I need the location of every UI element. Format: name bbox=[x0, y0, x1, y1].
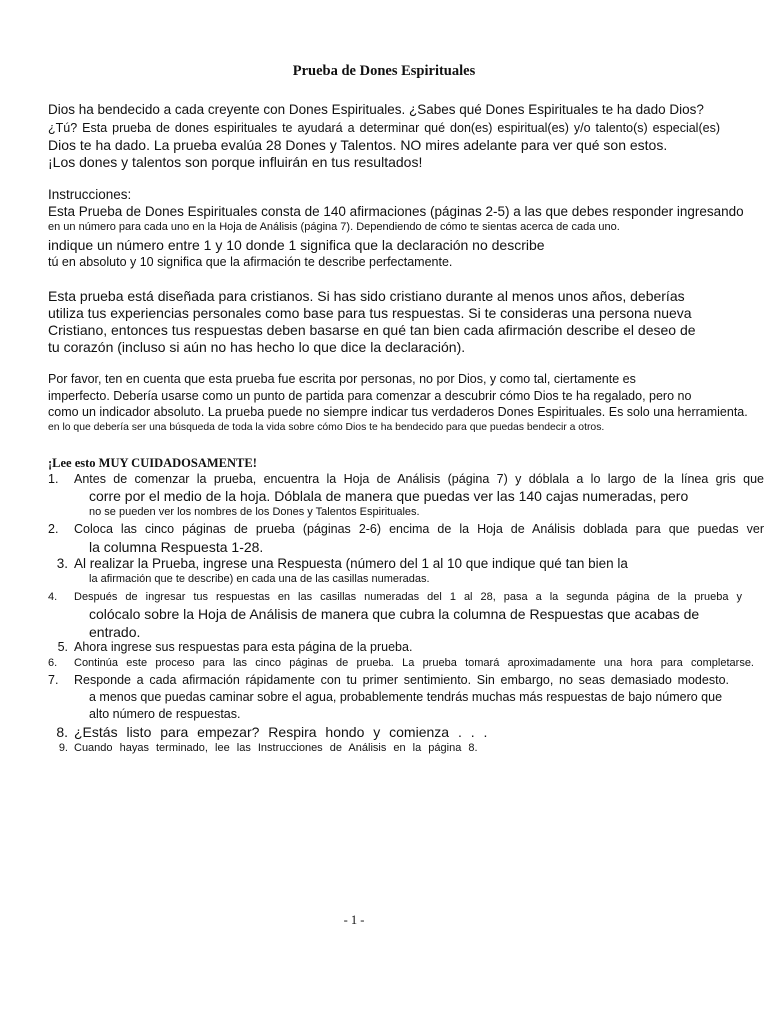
step-text: Al realizar la Prueba, ingrese una Respuesta (número del 1 al 10 que indique qué tan bien la bbox=[74, 556, 628, 571]
intro-line: Dios ha bendecido a cada creyente con Dones Espirituales. ¿Sabes qué Dones Espirituales te ha dado Dios? bbox=[48, 102, 704, 117]
step-4-line bbox=[48, 591, 742, 604]
christians-line: Cristiano, entonces tus respuestas deben basarse en qué tan bien cada afirmación describe el deseo de bbox=[48, 322, 696, 338]
step-text: Ahora ingrese sus respuestas para esta página de la prueba. bbox=[74, 640, 413, 654]
instructions-line: tú en absoluto y 10 significa que la afirmación te describe perfectamente. bbox=[48, 255, 453, 269]
step-text: Cuando hayas terminado, lee las Instrucciones de Análisis en la página 8. bbox=[74, 742, 478, 754]
instructions-line: en un número para cada uno en la Hoja de Análisis (página 7). Dependiendo de cómo te sientas acerca de cada uno. bbox=[48, 221, 620, 233]
step-7-line bbox=[48, 673, 729, 687]
step-text: Continúa este proceso para las cinco páginas de prueba. La prueba tomará aproximadamente una hora para completarse. bbox=[74, 657, 754, 669]
step-4-line: entrado. bbox=[89, 624, 141, 640]
step-2-line bbox=[48, 522, 764, 536]
step-number: 3. bbox=[56, 556, 68, 571]
step-number: 5. bbox=[57, 640, 68, 654]
step-7-line: a menos que puedas caminar sobre el agua, probablemente tendrás muchas más respuestas de bajo número que bbox=[89, 690, 723, 704]
intro-line: ¿Tú? Esta prueba de dones espirituales te ayudará a determinar qué don(es) espiritual(es) y/o talento(s) especial(es) bbox=[48, 121, 720, 135]
note-line: imperfecto. Debería usarse como un punto de partida para comenzar a descubrir cómo Dios te ha regalado, pero no bbox=[48, 389, 692, 403]
step-number: 4. bbox=[48, 591, 58, 603]
instructions-heading: Instrucciones: bbox=[48, 187, 132, 202]
step-6-line bbox=[48, 657, 754, 670]
step-1-line: corre por el medio de la hoja. Dóblala de manera que puedas ver las 140 cajas numeradas, pero bbox=[89, 488, 689, 504]
read-carefully-heading: ¡Lee esto MUY CUIDADOSAMENTE! bbox=[48, 456, 257, 470]
instructions-line: Esta Prueba de Dones Espirituales consta de 140 afirmaciones (páginas 2-5) a las que debes responder ingresando bbox=[48, 204, 744, 219]
step-number: 9. bbox=[58, 742, 68, 754]
page-title: Prueba de Dones Espirituales bbox=[292, 63, 476, 79]
step-4-line: colócalo sobre la Hoja de Análisis de manera que cubra la columna de Respuestas que acabas de bbox=[89, 606, 700, 622]
note-line: como un indicador absoluto. La prueba puede no siempre indicar tus verdaderos Dones Espirituales. Es solo una herramienta. bbox=[48, 405, 748, 419]
step-2-line: la columna Respuesta 1-28. bbox=[89, 539, 264, 555]
step-1-line bbox=[48, 472, 764, 486]
step-number: 8. bbox=[56, 724, 68, 740]
step-9-line bbox=[48, 742, 478, 755]
note-line: Por favor, ten en cuenta que esta prueba fue escrita por personas, no por Dios, y como tal, ciertamente es bbox=[48, 372, 636, 386]
step-number: 2. bbox=[48, 522, 59, 536]
step-text: Antes de comenzar la prueba, encuentra la Hoja de Análisis (página 7) y dóblala a lo largo de la línea gris que bbox=[74, 472, 764, 486]
christians-line: Esta prueba está diseñada para cristianos. Si has sido cristiano durante al menos unos años, deberías bbox=[48, 288, 685, 304]
step-7-line: alto número de respuestas. bbox=[89, 707, 241, 721]
step-number: 1. bbox=[48, 472, 59, 486]
instructions-line: indique un número entre 1 y 10 donde 1 significa que la declaración no describe bbox=[48, 237, 545, 253]
step-1-line: no se pueden ver los nombres de los Dones y Talentos Espirituales. bbox=[89, 506, 420, 518]
christians-line: tu corazón (incluso si aún no has hecho lo que dice la declaración). bbox=[48, 339, 466, 355]
christians-line: utiliza tus experiencias personales como base para tus respuestas. Si te consideras una persona nueva bbox=[48, 305, 692, 321]
step-text: Después de ingresar tus respuestas en las casillas numeradas del 1 al 28, pasa a la segunda página de la prueba y bbox=[74, 591, 742, 603]
step-3-line: la afirmación que te describe) en cada una de las casillas numeradas. bbox=[89, 573, 430, 585]
step-number: 7. bbox=[48, 673, 59, 687]
note-line: en lo que debería ser una búsqueda de toda la vida sobre cómo Dios te ha bendecido para que puedas bendecir a otros. bbox=[48, 422, 605, 433]
step-text: ¿Estás listo para empezar? Respira hondo y comienza . . . bbox=[74, 724, 488, 740]
step-8-line bbox=[48, 724, 487, 740]
step-5-line bbox=[48, 640, 412, 654]
page-number: - 1 - bbox=[343, 913, 365, 927]
step-3-line bbox=[48, 556, 628, 572]
intro-line: ¡Los dones y talentos son porque influirán en tus resultados! bbox=[48, 154, 423, 170]
intro-line: Dios te ha dado. La prueba evalúa 28 Dones y Talentos. NO mires adelante para ver qué son estos. bbox=[48, 137, 668, 153]
step-number: 6. bbox=[48, 657, 58, 669]
step-text: Responde a cada afirmación rápidamente con tu primer sentimiento. Sin embargo, no seas demasiado modesto. bbox=[74, 673, 729, 687]
step-text: Coloca las cinco páginas de prueba (páginas 2-6) encima de la Hoja de Análisis doblada para que puedas ver bbox=[74, 522, 764, 536]
